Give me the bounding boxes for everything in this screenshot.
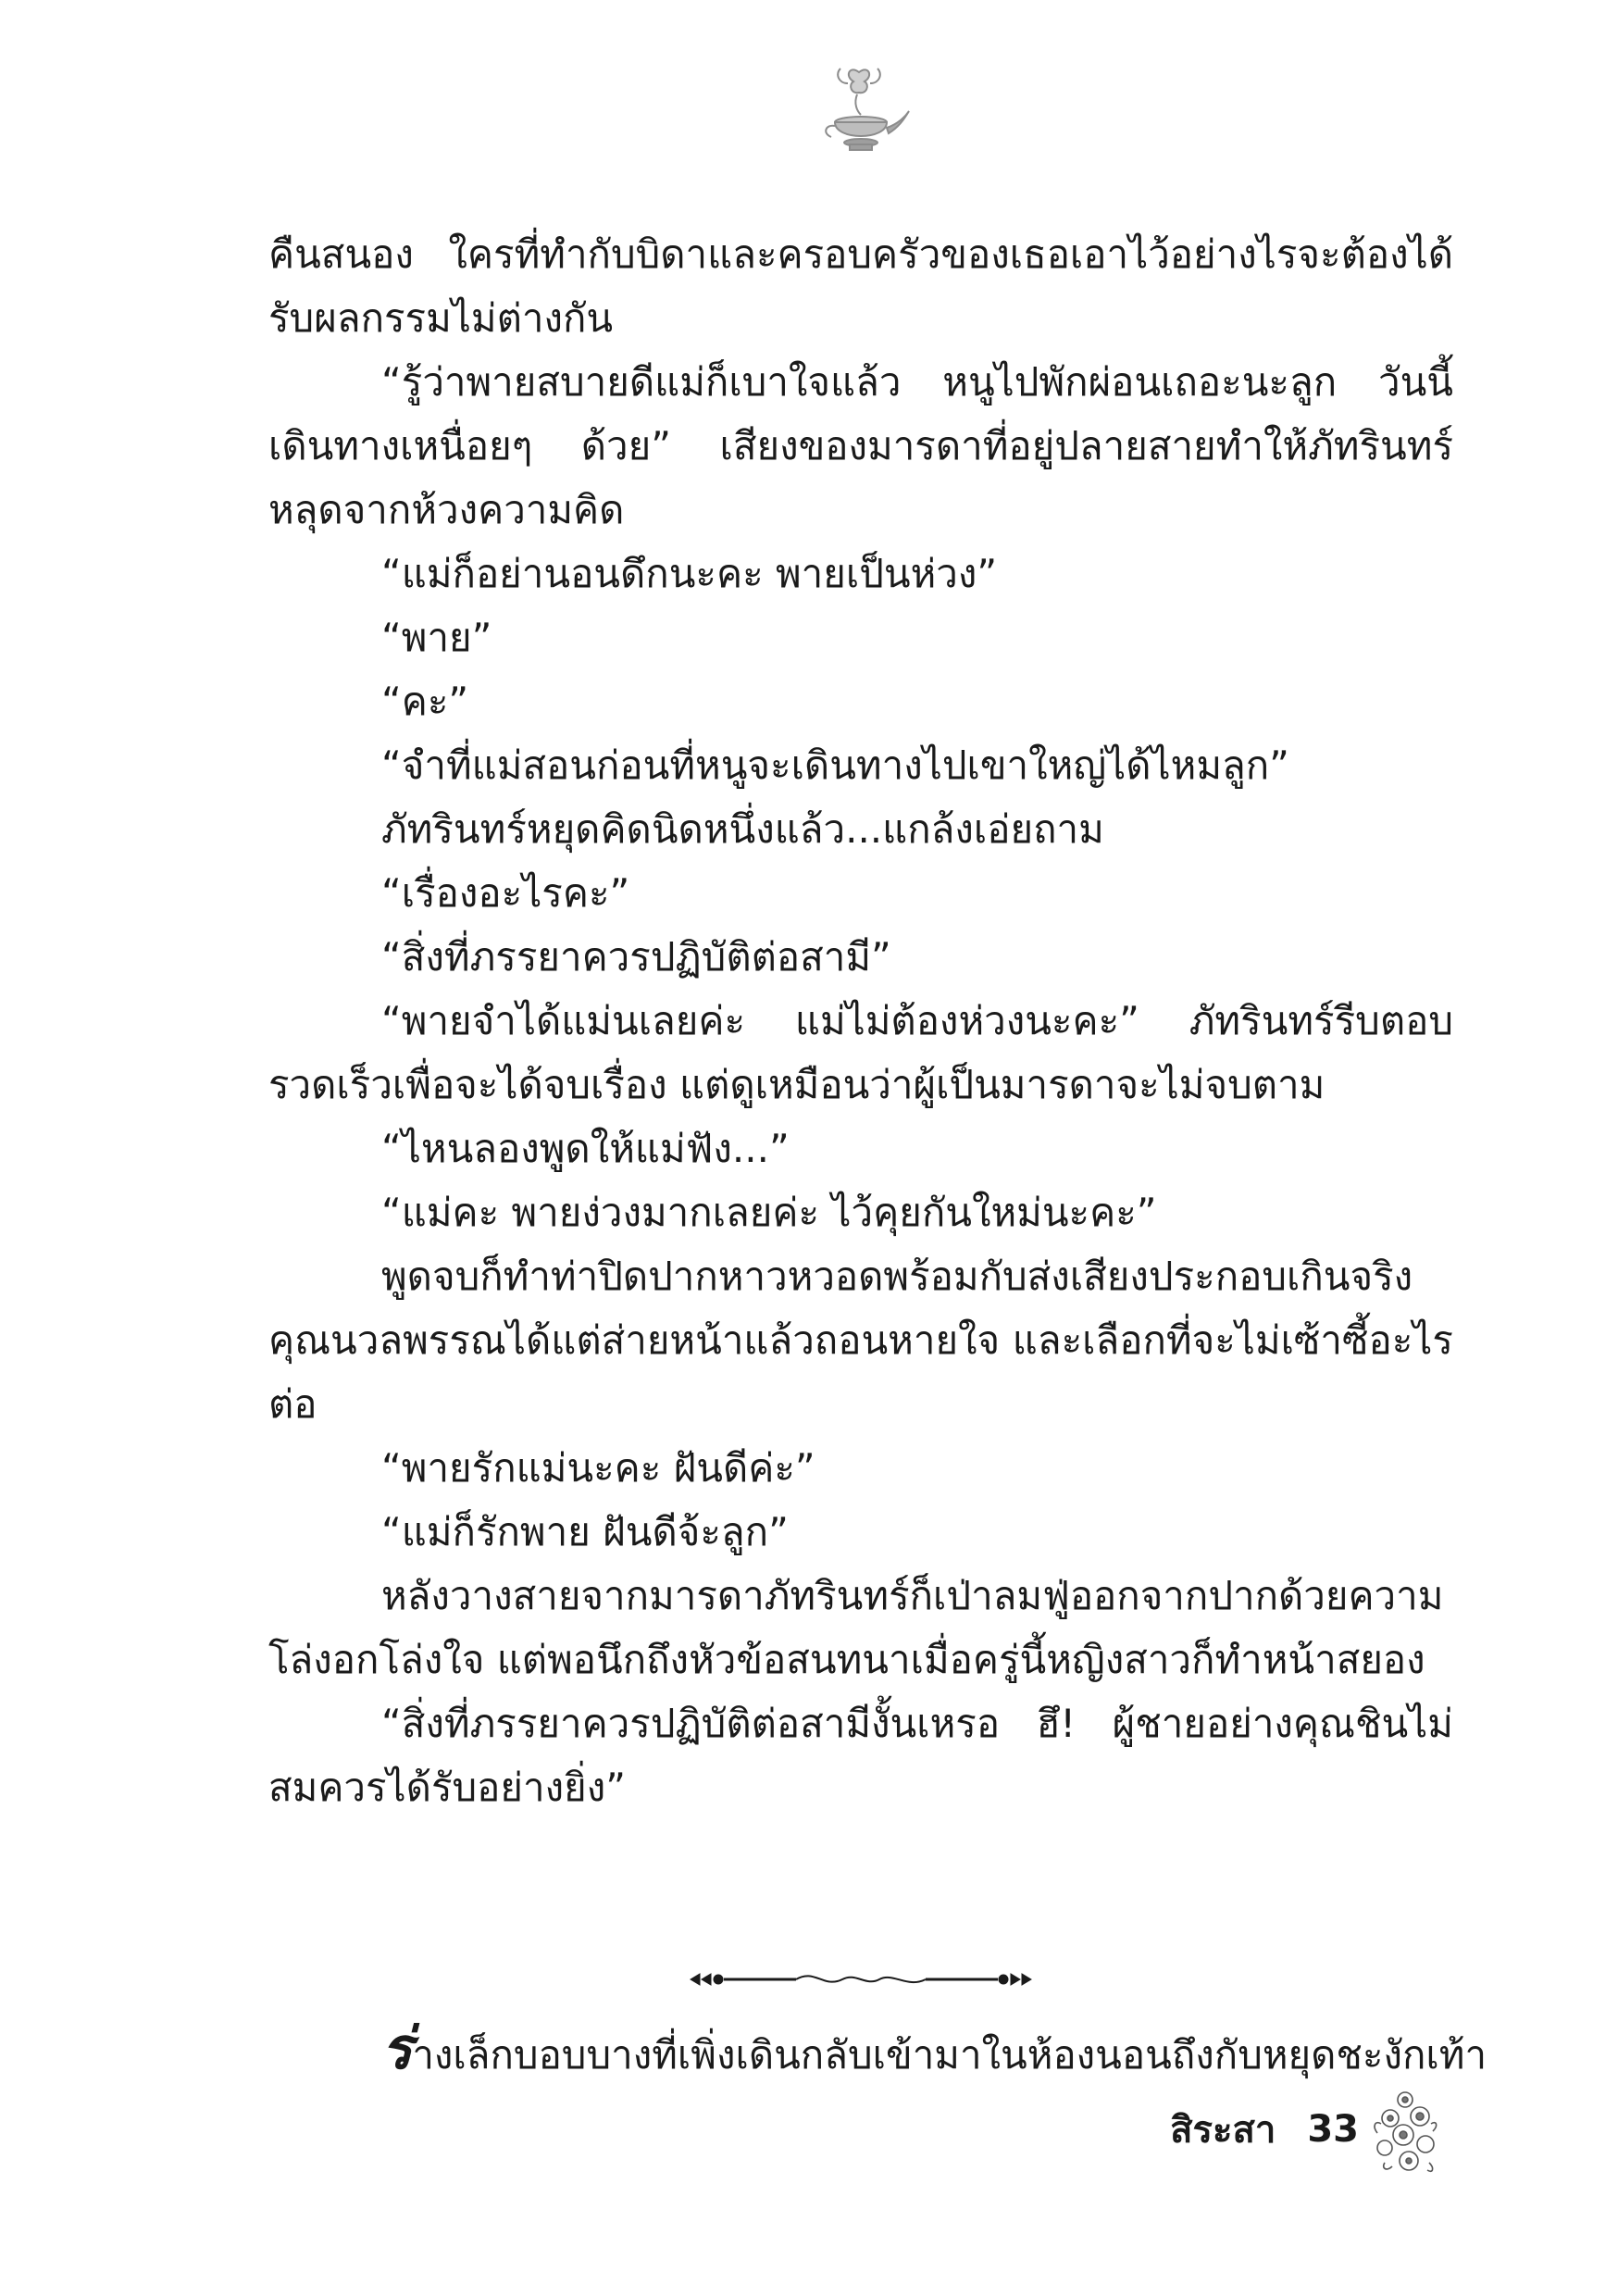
paragraph: “ไหนลองพูดให้แม่ฟัง...” xyxy=(381,1126,790,1171)
paragraph: หลังวางสายจากมารดาภัทรินทร์ก็เป่าลมฟู่ออกจากปากด้วยความโล่งอกโล่งใจ แต่พอนึกถึงหัวข้อสนทนาเมื่อครู่นี้หญิงสาวก็ทำหน้าสยอง xyxy=(268,1573,1444,1682)
paragraph: “คะ” xyxy=(381,679,469,724)
paragraph: “สิ่งที่ภรรยาควรปฏิบัติต่อสามีงั้นเหรอ ฮึ! ผู้ชายอย่างคุณชินไม่สมควรได้รับอย่างยิ่ง” xyxy=(268,1701,1453,1810)
paragraph: “พายจำได้แม่นเลยค่ะ แม่ไม่ต้องห่วงนะคะ” ภัทรินทร์รีบตอบรวดเร็วเพื่อจะได้จบเรื่อง แต่ดูเหมือนว่าผู้เป็นมารดาจะไม่จบตาม xyxy=(268,998,1453,1107)
paragraph: “แม่ก็รักพาย ฝันดีจ้ะลูก” xyxy=(381,1509,789,1554)
page-footer xyxy=(1170,2083,1442,2176)
page-number: 33 xyxy=(1307,2108,1359,2151)
paragraph: “พาย” xyxy=(381,615,492,660)
paragraph: คืนสนอง ใครที่ทำกับบิดาและครอบครัวของเธอเอาไว้อย่างไรจะต้องได้รับผลกรรมไม่ต่างกัน xyxy=(268,231,1453,341)
section-start-text: างเล็กบอบบางที่เพิ่งเดินกลับเข้ามาในห้องนอนถึงกับหยุดชะงักเท้า xyxy=(412,2032,1487,2078)
genie-lamp-icon xyxy=(803,56,915,167)
paragraph: “รู้ว่าพายสบายดีแม่ก็เบาใจแล้ว หนูไปพักผ่อนเถอะนะลูก วันนี้เดินทางเหนื่อยๆ ด้วย” เสียงของมารดาที่อยู่ปลายสายทำให้ภัทรินทร์หลุดจากห้วงความคิด xyxy=(268,359,1453,532)
paragraph: ภัทรินทร์หยุดคิดนิดหนึ่งแล้ว...แกล้งเอ่ยถาม xyxy=(381,806,1104,852)
footer-title: สิระสา xyxy=(1170,2109,1276,2152)
paragraph: “แม่คะ พายง่วงมากเลยค่ะ ไว้คุยกันใหม่นะคะ” xyxy=(381,1190,1157,1235)
scroll-divider-icon xyxy=(685,1961,1037,1998)
flower-bouquet-icon xyxy=(1368,2083,1442,2176)
paragraph: “พายรักแม่นะคะ ฝันดีค่ะ” xyxy=(381,1445,815,1491)
paragraph: พูดจบก็ทำท่าปิดปากหาวหวอดพร้อมกับส่งเสียงประกอบเกินจริงคุณนวลพรรณได้แต่ส่ายหน้าแล้วถอนหายใจ และเลือกที่จะไม่เซ้าซี้อะไรต่อ xyxy=(268,1254,1453,1427)
section-start-paragraph xyxy=(268,2015,1487,2087)
drop-cap: ร่ xyxy=(381,2015,413,2082)
paragraph: “แม่ก็อย่านอนดึกนะคะ พายเป็นห่วง” xyxy=(381,551,998,596)
body-text xyxy=(268,222,1453,1819)
paragraph: “จำที่แม่สอนก่อนที่หนูจะเดินทางไปเขาใหญ่ได้ไหมลูก” xyxy=(381,742,1289,788)
paragraph: “เรื่องอะไรคะ” xyxy=(381,870,630,916)
paragraph: “สิ่งที่ภรรยาควรปฏิบัติต่อสามี” xyxy=(381,934,891,980)
